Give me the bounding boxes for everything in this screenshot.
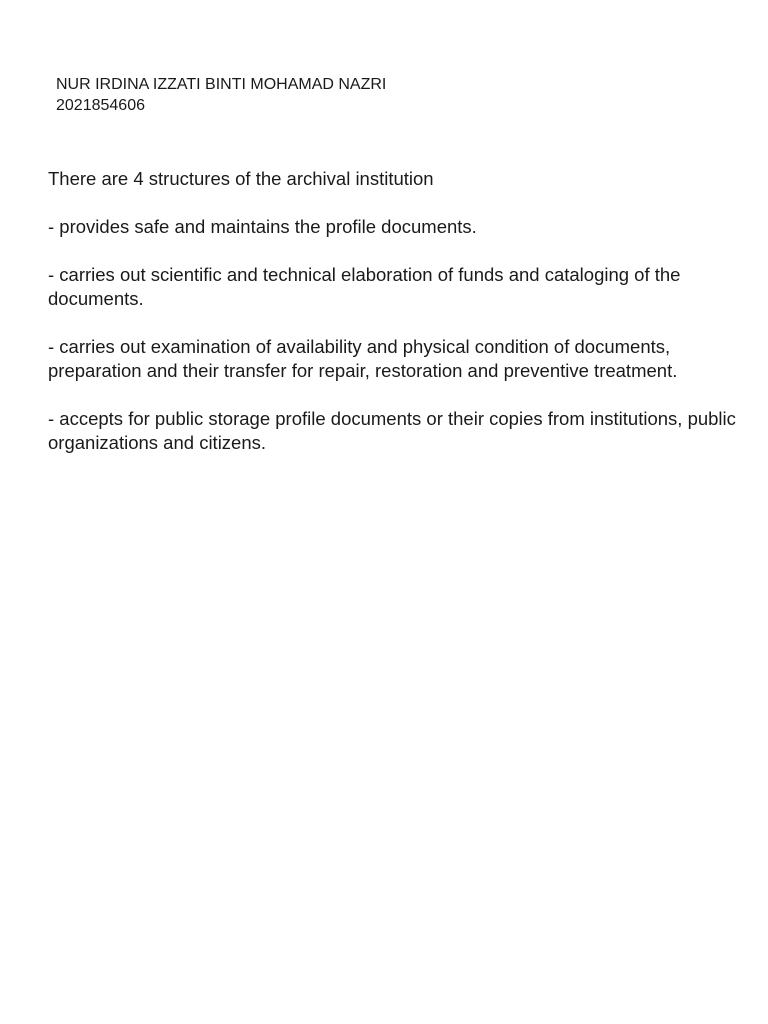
structure-point-4: - accepts for public storage profile documents or their copies from institutions, public organizations and citizens. <box>48 408 736 453</box>
structure-point-2: - carries out scientific and technical elaboration of funds and cataloging of the documents. <box>48 264 681 309</box>
structure-point-3: - carries out examination of availability and physical condition of documents, preparation and their transfer for repair, restoration and preventive treatment. <box>48 336 678 381</box>
document-body <box>48 167 738 479</box>
intro-paragraph: There are 4 structures of the archival institution <box>48 168 434 189</box>
author-name: NUR IRDINA IZZATI BINTI MOHAMAD NAZRI <box>56 76 387 93</box>
structure-point-1: - provides safe and maintains the profile documents. <box>48 216 477 237</box>
author-header <box>56 74 386 116</box>
student-id: 2021854606 <box>56 97 145 114</box>
